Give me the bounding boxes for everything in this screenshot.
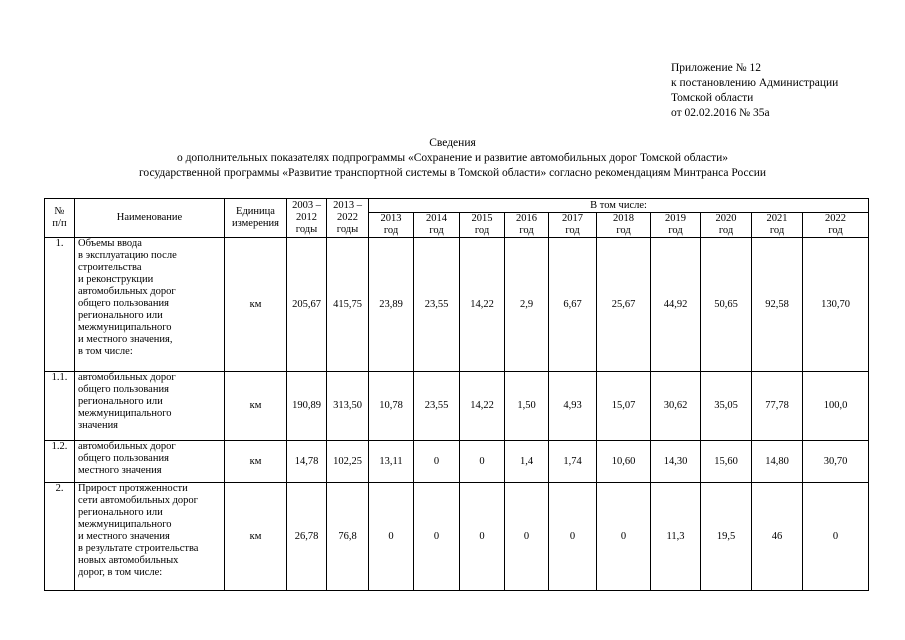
- row-value-2019: 44,92: [651, 238, 701, 372]
- header-period-2013-2022: 2013 – 2022 годы: [327, 199, 369, 238]
- row-period-2003-2012: 205,67: [287, 238, 327, 372]
- header-year: 2019 год: [651, 213, 701, 238]
- row-value-2021: 77,78: [752, 372, 803, 441]
- row-value-2022: 130,70: [803, 238, 869, 372]
- row-value-2018: 0: [597, 483, 651, 591]
- row-period-2003-2012: 26,78: [287, 483, 327, 591]
- row-value-2020: 35,05: [701, 372, 752, 441]
- row-period-2013-2022: 415,75: [327, 238, 369, 372]
- row-value-2014: 23,55: [414, 238, 460, 372]
- header-num: № п/п: [45, 199, 75, 238]
- row-unit: км: [225, 441, 287, 483]
- row-value-2017: 0: [549, 483, 597, 591]
- appendix-resolution: к постановлению Администрации: [671, 77, 839, 89]
- row-value-2018: 10,60: [597, 441, 651, 483]
- row-value-2013: 23,89: [369, 238, 414, 372]
- row-value-2016: 2,9: [505, 238, 549, 372]
- row-unit: км: [225, 483, 287, 591]
- indicators-table: [44, 198, 869, 591]
- row-value-2013: 0: [369, 483, 414, 591]
- row-period-2013-2022: 76,8: [327, 483, 369, 591]
- row-value-2021: 14,80: [752, 441, 803, 483]
- row-value-2017: 1,74: [549, 441, 597, 483]
- header-year: 2020 год: [701, 213, 752, 238]
- row-value-2018: 25,67: [597, 238, 651, 372]
- row-value-2022: 100,0: [803, 372, 869, 441]
- row-value-2014: 0: [414, 441, 460, 483]
- row-unit: км: [225, 238, 287, 372]
- row-value-2014: 0: [414, 483, 460, 591]
- row-value-2019: 30,62: [651, 372, 701, 441]
- row-value-2015: 0: [460, 441, 505, 483]
- row-num: 1.1.: [45, 372, 75, 441]
- table-row: [45, 238, 869, 372]
- row-value-2015: 14,22: [460, 372, 505, 441]
- header-year: 2017 год: [549, 213, 597, 238]
- table-row: [45, 372, 869, 441]
- document-title: Сведения: [429, 137, 476, 149]
- table-row: [45, 441, 869, 483]
- row-period-2013-2022: 102,25: [327, 441, 369, 483]
- row-name: автомобильных дорог общего пользования регионального или межмуниципального значения: [75, 372, 225, 441]
- row-name: автомобильных дорог общего пользования местного значения: [75, 441, 225, 483]
- appendix-number: Приложение № 12: [671, 62, 761, 74]
- row-value-2013: 10,78: [369, 372, 414, 441]
- row-num: 1.2.: [45, 441, 75, 483]
- row-value-2018: 15,07: [597, 372, 651, 441]
- document-subtitle-line2: государственной программы «Развитие транспортной системы в Томской области» согласно рекомендациям Минтранса России: [138, 167, 767, 179]
- header-name: Наименование: [75, 199, 225, 238]
- appendix-region: Томской области: [671, 92, 754, 104]
- document-subtitle-line1: о дополнительных показателях подпрограммы «Сохранение и развитие автомобильных дорог Томской области»: [176, 152, 729, 164]
- row-value-2013: 13,11: [369, 441, 414, 483]
- row-num: 2.: [45, 483, 75, 591]
- header-unit: Единица измерения: [225, 199, 287, 238]
- appendix-block: [671, 61, 838, 121]
- row-value-2020: 15,60: [701, 441, 752, 483]
- header-year: 2018 год: [597, 213, 651, 238]
- appendix-date: от 02.02.2016 № 35а: [671, 107, 770, 119]
- row-value-2016: 0: [505, 483, 549, 591]
- row-period-2003-2012: 190,89: [287, 372, 327, 441]
- row-value-2021: 92,58: [752, 238, 803, 372]
- row-value-2014: 23,55: [414, 372, 460, 441]
- header-year: 2022 год: [803, 213, 869, 238]
- header-including: В том числе:: [369, 199, 869, 213]
- row-value-2016: 1,4: [505, 441, 549, 483]
- row-value-2017: 4,93: [549, 372, 597, 441]
- row-period-2013-2022: 313,50: [327, 372, 369, 441]
- row-period-2003-2012: 14,78: [287, 441, 327, 483]
- row-value-2015: 0: [460, 483, 505, 591]
- row-value-2021: 46: [752, 483, 803, 591]
- row-unit: км: [225, 372, 287, 441]
- header-year: 2016 год: [505, 213, 549, 238]
- header-period-2003-2012: 2003 – 2012 годы: [287, 199, 327, 238]
- row-value-2020: 19,5: [701, 483, 752, 591]
- header-year: 2021 год: [752, 213, 803, 238]
- row-value-2022: 30,70: [803, 441, 869, 483]
- header-year: 2015 год: [460, 213, 505, 238]
- row-value-2017: 6,67: [549, 238, 597, 372]
- header-year: 2013 год: [369, 213, 414, 238]
- row-name: Прирост протяженности сети автомобильных дорог регионального или межмуниципального и местного значения в результате строительства новых автомобильных дорог, в том числе:: [75, 483, 225, 591]
- table-row: [45, 483, 869, 591]
- row-value-2015: 14,22: [460, 238, 505, 372]
- row-value-2019: 14,30: [651, 441, 701, 483]
- row-name: Объемы ввода в эксплуатацию после строительства и реконструкции автомобильных дорог общего пользования регионального или межмуниципального и местного значения, в том числе:: [75, 238, 225, 372]
- row-value-2022: 0: [803, 483, 869, 591]
- document-heading: [0, 136, 905, 181]
- row-value-2019: 11,3: [651, 483, 701, 591]
- row-value-2016: 1,50: [505, 372, 549, 441]
- row-num: 1.: [45, 238, 75, 372]
- row-value-2020: 50,65: [701, 238, 752, 372]
- header-year: 2014 год: [414, 213, 460, 238]
